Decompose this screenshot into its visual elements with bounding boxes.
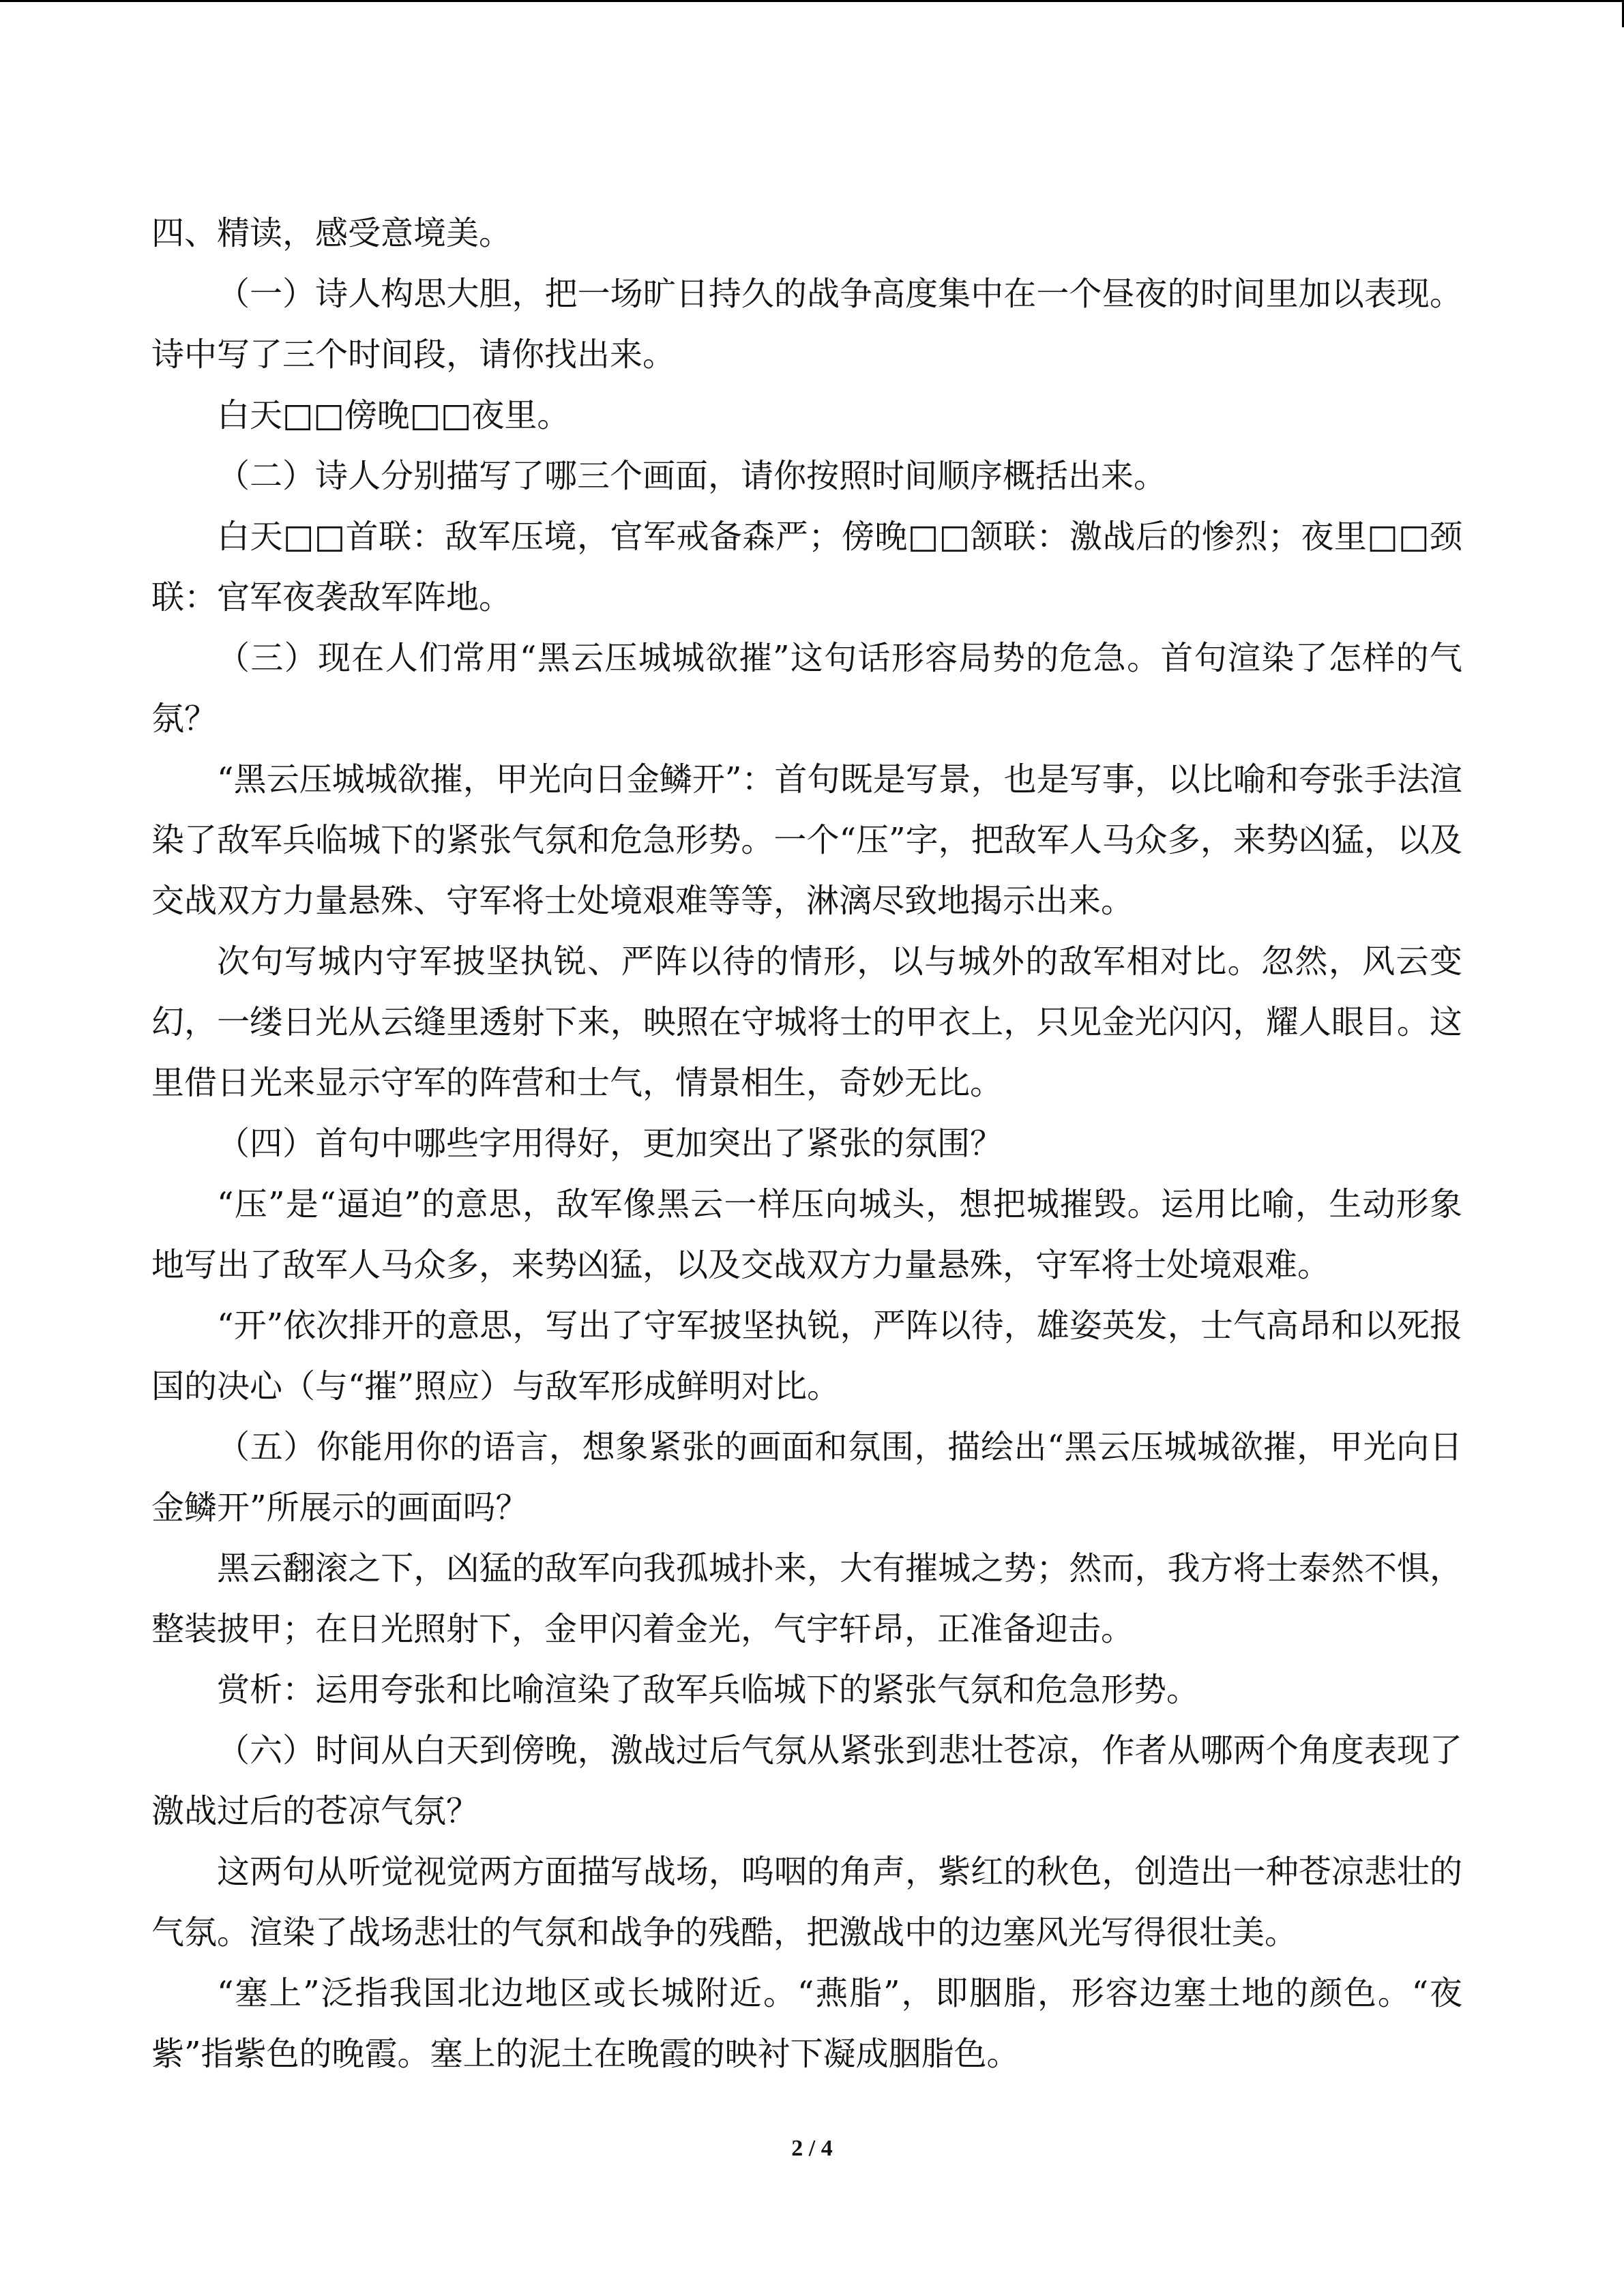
paragraph: （二）诗人分别描写了哪三个画面，请你按照时间顺序概括出来。 (217, 457, 1167, 495)
paragraph: 白天□□首联：敌军压境，官军戒备森严；傍晚□□颔联：激战后的惨烈；夜里□□颈联：官军夜袭敌军阵地。 (151, 518, 1462, 616)
paragraph: “开”依次排开的意思，写出了守军披坚执锐，严阵以待，雄姿英发，士气高昂和以死报国的决心（与“摧”照应）与敌军形成鲜明对比。 (151, 1307, 1462, 1405)
paragraph: 白天□□傍晚□□夜里。 (217, 396, 570, 434)
document-body (151, 203, 1462, 2085)
paragraph: “黑云压城城欲摧，甲光向日金鳞开”：首句既是写景，也是写事，以比喻和夸张手法渲染了敌军兵临城下的紧张气氛和危急形势。一个“压”字，把敌军人马众多，来势凶猛，以及交战双方力量悬殊、守军将士处境艰难等等，淋漓尽致地揭示出来。 (151, 760, 1462, 920)
paragraph: （六）时间从白天到傍晚，激战过后气氛从紧张到悲壮苍凉，作者从哪两个角度表现了激战过后的苍凉气氛？ (151, 1731, 1462, 1830)
page-top-border (0, 0, 1624, 2)
paragraph: 这两句从听觉视觉两方面描写战场，呜咽的角声，紫红的秋色，创造出一种苍凉悲壮的气氛。渲染了战场悲壮的气氛和战争的残酷，把激战中的边塞风光写得很壮美。 (151, 1853, 1462, 1952)
paragraph: （三）现在人们常用“黑云压城城欲摧”这句话形容局势的危急。首句渲染了怎样的气氛？ (151, 639, 1462, 738)
paragraph: 次句写城内守军披坚执锐、严阵以待的情形，以与城外的敌军相对比。忽然，风云变幻，一缕日光从云缝里透射下来，映照在守城将士的甲衣上，只见金光闪闪，耀人眼目。这里借日光来显示守军的阵营和士气，情景相生，奇妙无比。 (151, 942, 1462, 1102)
paragraph: “压”是“逼迫”的意思，敌军像黑云一样压向城头，想把城摧毁。运用比喻，生动形象地写出了敌军人马众多，来势凶猛，以及交战双方力量悬殊，守军将士处境艰难。 (151, 1185, 1462, 1284)
paragraph: （一）诗人构思大胆，把一场旷日持久的战争高度集中在一个昼夜的时间里加以表现。诗中写了三个时间段，请你找出来。 (151, 275, 1462, 374)
paragraph: 赏析：运用夸张和比喻渲染了敌军兵临城下的紧张气氛和危急形势。 (217, 1671, 1200, 1709)
paragraph: 四、精读，感受意境美。 (151, 214, 512, 252)
paragraph: 黑云翻滚之下，凶猛的敌军向我孤城扑来，大有摧城之势；然而，我方将士泰然不惧，整装披甲；在日光照射下，金甲闪着金光，气宇轩昂，正准备迎击。 (151, 1549, 1462, 1648)
paragraph: “塞上”泛指我国北边地区或长城附近。“燕脂”，即胭脂，形容边塞土地的颜色。“夜紫”指紫色的晚霞。塞上的泥土在晚霞的映衬下凝成胭脂色。 (151, 1974, 1462, 2073)
paragraph: （五）你能用你的语言，想象紧张的画面和氛围，描绘出“黑云压城城欲摧，甲光向日金鳞开”所展示的画面吗？ (151, 1428, 1462, 1527)
page-number: 2 / 4 (791, 2136, 833, 2161)
paragraph: （四）首句中哪些字用得好，更加突出了紧张的氛围？ (217, 1124, 1003, 1163)
